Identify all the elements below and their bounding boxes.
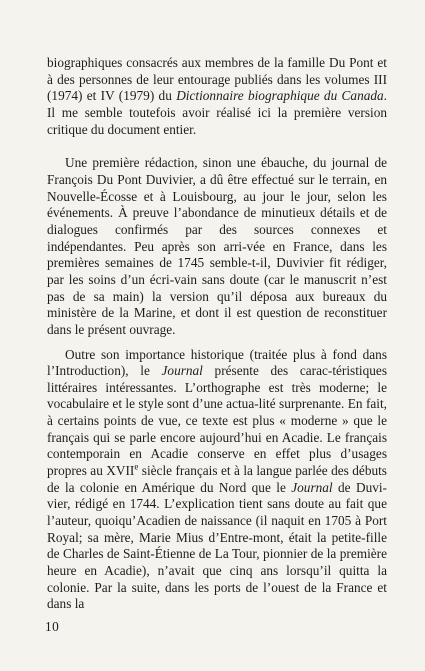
p3-seg-3: présente des carac-téristiques littéraires intéressantes. L’orthographe est très moderne; le vocabulaire et le style sont d’une actua-lité surprenante. En fait, à certains points de vue, ce texte est plus « moderne » que le français qui se parle encore aujourd’hui en Acadie. Le français contemporain en Acadie conserve en effet plus d’usages propres au XVII <box>47 363 387 479</box>
p3-seg-1: Outre son importance historique (traitée plus à fond dans l’Introduction), le <box>47 346 387 379</box>
p2-seg-1: Une première rédaction, sinon une ébauche, du journal de François Du Pont Duvivier, a dû être effectué sur le terrain, en Nouvelle-Écosse et à Louisbourg, au jour le jour, selon les événements. À preuve l’abondance de minutieux détails et de dialogues confirmés par des sources connexes et indépendantes. Peu après son arri-vée en France, dans les premières semaines de 1745 semble-t-il, Duvivier fit rédiger, par les soins d’un écri-vain sans doute (car le manuscrit n’est pas de sa main) la version qu’il déposa aux bureaux du ministère de la Marine, et dont il est question de reconstituer dans le présent ouvrage. <box>47 155 387 337</box>
page-body <box>47 55 387 613</box>
p1-seg-1: biographiques consacrés aux membres de la famille Du Pont et à des personnes de leur entourage publiés dans les volumes III (1974) et IV (1979) du <box>47 55 387 104</box>
p1-seg-3: . Il me semble toutefois avoir réalisé ici la première version critique du document entier. <box>47 88 387 137</box>
paragraph-3 <box>47 347 387 614</box>
page-number: 10 <box>45 619 60 634</box>
paragraph-gap <box>47 138 387 155</box>
p3-journal-italic-1: Journal <box>161 363 203 379</box>
p3-seg-7: de Duvi-vier, rédigé en 1744. L’explication tient sans doute au fait que l’auteur, quoiqu’Acadien de naissance (il naquit en 1705 à Port Royal; sa mère, Marie Mius d’Entre-mont, était la petite-fille de Charles de Saint-Étienne de La Tour, pionnier de la première heure en Acadie), n’avait que cinq ans lorsqu’il quitta la colonie. Par la suite, dans les ports de l’ouest de la France et dans la <box>47 479 387 612</box>
p1-title-italic: Dictionnaire biographique du Canada <box>176 88 384 104</box>
paragraph-1 <box>47 55 387 138</box>
paragraph-2 <box>47 155 387 338</box>
p3-journal-italic-2: Journal <box>291 479 333 495</box>
p3-seg-5: siècle français et à la langue parlée des débuts de la colonie en Amérique du Nord que le <box>47 463 387 495</box>
paragraph-gap <box>47 339 387 347</box>
p3-superscript: e <box>134 461 139 472</box>
